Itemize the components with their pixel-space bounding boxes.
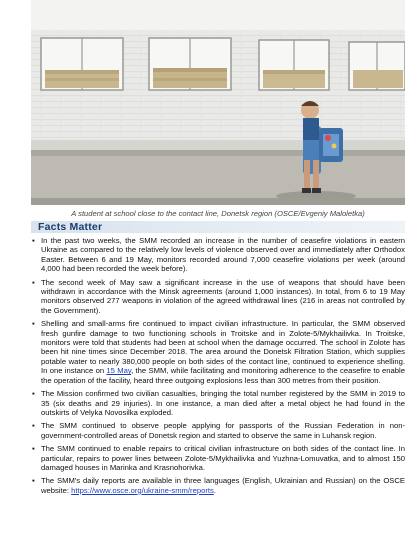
list-item bbox=[31, 278, 405, 316]
bullet-icon: ▪ bbox=[32, 444, 35, 454]
bullet-text-tail: . bbox=[213, 485, 216, 495]
list-item bbox=[31, 319, 405, 385]
list-item bbox=[31, 389, 405, 417]
photo-illustration bbox=[31, 0, 405, 205]
bullet-text: The Mission confirmed two civilian casualties, bringing the total number registered by the SMM in 2019 to 35 (six deaths and 29 injuries). In one instance, a man died after a metal object he had found in the outskirts of Velyka Novosilka exploded. bbox=[41, 389, 405, 417]
bullet-text: The SMM continued to enable repairs to critical civilian infrastructure on both sides of the contact line. In particular, repairs to power lines between Zolote-5/Mykhailivka and Yuzhna-Lomuvatka, and to almost 150 damaged houses in Marinka and Krasnohorivka. bbox=[41, 444, 405, 472]
list-item bbox=[31, 236, 405, 274]
bullet-text: The second week of May saw a significant increase in the use of weapons that should have been withdrawn in accordance with the Minsk agreements (around 1,000 instances). In total, from 6 to 19 May monitors observed 277 weapons in violation of the agreed withdrawal lines (216 in areas not controlled by the Government). bbox=[41, 277, 405, 315]
facts-list bbox=[31, 236, 405, 499]
bullet-icon: ▪ bbox=[32, 421, 35, 431]
list-item bbox=[31, 444, 405, 472]
bullet-icon: ▪ bbox=[32, 277, 35, 287]
bullet-text: The SMM's daily reports are available in three languages (English, Ukrainian and Russian) on the OSCE website: bbox=[41, 476, 405, 495]
section-title: Facts Matter bbox=[38, 221, 103, 233]
bullet-icon: ▪ bbox=[32, 319, 35, 329]
bullet-icon: ▪ bbox=[32, 476, 35, 486]
school-windows bbox=[41, 38, 405, 90]
bullet-icon: ▪ bbox=[32, 389, 35, 399]
photo-caption: A student at school close to the contact line, Donetsk region (OSCE/Evgeniy Maloletka) bbox=[71, 209, 365, 218]
bullet-text: Shelling and small-arms fire continued to impact civilian infrastructure. In particular, the SMM observed fresh gunfire damage to two functioning schools in Troitske and in Zolote-5/Mykhailivka. In Troitske, monitors were told that students had been at school when the damage occurred. The school in Zolote has been hit nine times since December 2018. The area around the Donetsk Filtration Station, which supplies potable water to nearly 380,000 people on both sides of the contact line, continued to experience shelling. In one instance on bbox=[41, 319, 405, 376]
list-item bbox=[31, 421, 405, 440]
bullet-text: The SMM continued to observe people applying for passports of the Russian Federation in non-government-controlled areas of Donetsk region and started to observe the same in Luhansk region. bbox=[41, 421, 405, 440]
may-15-link[interactable]: 15 May bbox=[106, 366, 132, 376]
bullet-icon: ▪ bbox=[32, 236, 35, 245]
bullet-text: In the past two weeks, the SMM recorded an increase in the number of ceasefire violations in eastern Ukraine as compared to the relatively low levels of violence observed over and immediately after Orthodox Easter. Between 6 and 19 May, monitors recorded around 7,000 ceasefire violations per week (around 4,000 had been recorded the week before). bbox=[41, 236, 405, 274]
bullet-text-tail: , the SMM, while facilitating and monitoring adherence to the ceasefire to enable the operation of the facility, heard three outgoing explosions less than 300 metres from their position. bbox=[41, 366, 405, 385]
list-item bbox=[31, 476, 405, 495]
reports-link[interactable]: https://www.osce.org/ukraine-smm/reports bbox=[71, 485, 214, 495]
photo-student-at-school bbox=[31, 0, 405, 205]
